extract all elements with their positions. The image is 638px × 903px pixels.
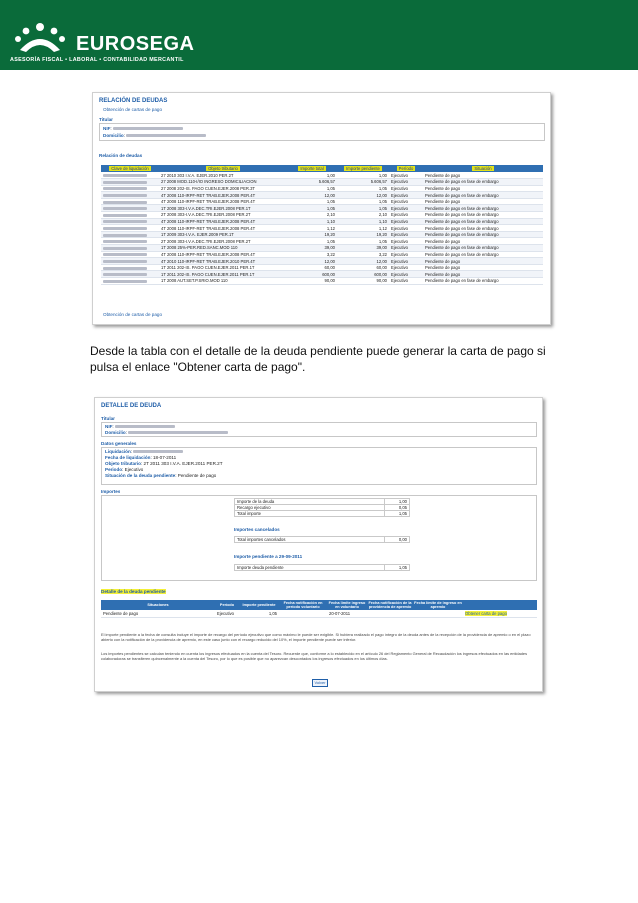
page-title: RELACIÓN DE DEUDAS xyxy=(99,98,168,104)
deuda-cell: Pendiente de pago xyxy=(423,271,543,278)
deuda-cell: 4T 2008 110-IRPF-RET TRAB.EJER.2008 PER.4T xyxy=(159,198,287,205)
deuda-cell: Pendiente de pago xyxy=(423,264,543,271)
clave-liquidacion-cell[interactable] xyxy=(101,192,159,199)
detalle-row xyxy=(101,610,537,617)
deuda-cell: 12,00 xyxy=(287,258,337,265)
detalle-column-header xyxy=(463,600,537,610)
objeto-value: 2T 2011 303 I.V.A. EJER.2011 PER.2T xyxy=(143,461,223,466)
domicilio-label-2: Domicilio xyxy=(105,430,126,435)
clave-redacted xyxy=(103,253,147,256)
deuda-cell: 600,00 xyxy=(287,271,337,278)
deuda-cell: 12,00 xyxy=(287,192,337,199)
deudas-column-header[interactable] xyxy=(337,165,389,172)
detalle-column-header: Fecha notificación en período voluntario xyxy=(279,600,327,610)
deuda-row xyxy=(101,238,543,245)
clave-redacted xyxy=(103,260,147,263)
deuda-cell: Ejecutivo xyxy=(389,278,423,285)
clave-redacted xyxy=(103,214,147,217)
clave-redacted xyxy=(103,201,147,204)
note-paragraph-2: Los importes pendientes se calculan teniendo en cuenta los ingresos efectuados en la cuenta del Tesoro. Recuerde que, conforme a lo establecido en el artículo 26 del Reglamento General de Recaudación los ingresos efectuados en las entidades colaboradoras se transfieren quincenalmente a la cuenta del Tesoro, por lo que es posible que no aparezcan descontados los ingresos efectuados en los últimos días. xyxy=(101,651,528,661)
instruction-paragraph: Desde la tabla con el detalle de la deuda pendiente puede generar la carta de pago si pulsa el enlace "Obtener carta de pago". xyxy=(90,344,546,374)
deuda-cell: 60,00 xyxy=(287,264,337,271)
clave-liquidacion-cell[interactable] xyxy=(101,278,159,285)
importes-box xyxy=(101,495,537,581)
deuda-cell: 1T 2011 202-IS. PAGO CUEN.EJER.2011 PER.1T xyxy=(159,264,287,271)
deuda-cell: 4T 2008 110-IRPF-RET TRAB.EJER.2008 PER.4T xyxy=(159,218,287,225)
deuda-cell: 1,00 xyxy=(287,172,337,179)
deuda-cell: 4T 2008 110-IRPF-RET TRAB.EJER.2008 PER.4T xyxy=(159,192,287,199)
titular-box: NIF: Domicilio: xyxy=(99,123,545,141)
clave-liquidacion-cell[interactable] xyxy=(101,185,159,192)
obtencion-cartas-link-top[interactable]: Obtención de cartas de pago xyxy=(103,107,162,112)
deuda-cell: 90,00 xyxy=(287,278,337,285)
domicilio-redacted xyxy=(126,134,206,137)
deuda-row xyxy=(101,179,543,186)
deuda-row xyxy=(101,231,543,238)
deuda-cell: Pendiente de pago en fase de embargo xyxy=(423,212,543,219)
deuda-cell: 12,00 xyxy=(337,258,389,265)
deuda-row xyxy=(101,218,543,225)
brand-name: EUROSEGA xyxy=(76,33,195,55)
deuda-row xyxy=(101,278,543,285)
clave-liquidacion-cell[interactable] xyxy=(101,231,159,238)
importes-label: Importes xyxy=(101,489,121,494)
deudas-column-header[interactable] xyxy=(159,165,287,172)
deuda-cell: Pendiente de pago en fase de embargo xyxy=(423,205,543,212)
deuda-cell: Ejecutivo xyxy=(389,212,423,219)
titular-label-2: Titular xyxy=(101,416,115,421)
importe-concept: Total importes cancelados xyxy=(235,537,385,543)
nif-label-2: NIF xyxy=(105,424,113,429)
deuda-cell: 1,05 xyxy=(287,198,337,205)
fecha-label: Fecha de liquidación xyxy=(105,455,151,460)
deuda-cell: 19,20 xyxy=(287,231,337,238)
deuda-cell: Ejecutivo xyxy=(389,271,423,278)
detalle-column-header: Fecha límite ingreso en voluntario xyxy=(328,601,366,609)
deuda-cell: 1,05 xyxy=(337,185,389,192)
deuda-cell: Ejecutivo xyxy=(389,185,423,192)
obtener-carta-cell xyxy=(463,610,537,617)
deuda-cell: 27 2010 303 I.V.A. EJER.2010 PER.2T xyxy=(159,172,287,179)
clave-liquidacion-cell[interactable] xyxy=(101,264,159,271)
deudas-table xyxy=(101,165,543,285)
importe-row xyxy=(235,565,410,571)
deuda-cell: Ejecutivo xyxy=(389,198,423,205)
deudas-column-header[interactable] xyxy=(287,165,337,172)
deuda-cell: Pendiente de pago en fase de embargo xyxy=(423,278,543,285)
clave-redacted xyxy=(103,174,147,177)
detalle-cell: Pendiente de pago xyxy=(101,610,215,617)
deuda-row xyxy=(101,205,543,212)
deuda-cell: Ejecutivo xyxy=(389,192,423,199)
deuda-cell: Pendiente de pago xyxy=(423,238,543,245)
deuda-cell: 2T 2008 303-I.V.A.DEC.TRI.EJER.2008 PER.2T xyxy=(159,238,287,245)
situacion-label: Situación de la deuda pendiente xyxy=(105,473,176,478)
titular-label: Titular xyxy=(99,117,113,122)
deuda-cell: 1,12 xyxy=(337,225,389,232)
nif-redacted xyxy=(113,127,183,130)
clave-liquidacion-cell[interactable] xyxy=(101,198,159,205)
eurosega-logo-icon xyxy=(14,20,66,56)
deuda-cell: 39,00 xyxy=(287,245,337,252)
deuda-cell: Pendiente de pago en fase de embargo xyxy=(423,192,543,199)
importe-concept: Importe deuda pendiente xyxy=(235,565,385,571)
deuda-cell: 1T 2011 202-IS. PAGO CUEN.EJER.2011 PER.1T xyxy=(159,271,287,278)
deudas-column-header[interactable] xyxy=(389,165,423,172)
detalle-title: DETALLE DE DEUDA xyxy=(101,403,162,409)
deuda-cell: 5.606,57 xyxy=(287,179,337,186)
column-header-label: Situación xyxy=(474,166,492,171)
deuda-cell: Pendiente de pago en fase de embargo xyxy=(423,179,543,186)
deuda-cell: Pendiente de pago en fase de embargo xyxy=(423,218,543,225)
deuda-cell: Ejecutivo xyxy=(389,231,423,238)
deuda-cell: 19,20 xyxy=(337,231,389,238)
detalle-column-header: Situaciones xyxy=(101,600,215,610)
deuda-cell: Ejecutivo xyxy=(389,225,423,232)
deuda-row xyxy=(101,264,543,271)
importe-value: 0,05 xyxy=(385,505,410,511)
clave-liquidacion-cell[interactable] xyxy=(101,271,159,278)
relacion-section-label: Relación de deudas xyxy=(99,153,143,158)
cancelados-title: Importes cancelados xyxy=(234,527,280,532)
domicilio-label: Domicilio xyxy=(103,133,124,138)
periodo-value: Ejecutivo xyxy=(124,467,144,472)
deuda-cell: 27 2008 202-IS. PAGO CUEN.EJER.2008 PER.3T xyxy=(159,185,287,192)
deuda-cell: Ejecutivo xyxy=(389,264,423,271)
deuda-cell: 12,00 xyxy=(337,192,389,199)
column-header-label: Importe pendiente xyxy=(346,166,380,171)
deuda-cell: 4T 2010 110-IRPF-RET TRAB.EJER.2010 PER.4T xyxy=(159,258,287,265)
clave-liquidacion-cell[interactable] xyxy=(101,172,159,179)
deuda-cell: 3,22 xyxy=(337,251,389,258)
clave-redacted xyxy=(103,220,147,223)
deuda-row xyxy=(101,172,543,179)
deuda-row xyxy=(101,271,543,278)
deuda-cell: 1,05 xyxy=(287,185,337,192)
pendiente-title: Importe pendiente a 29-09-2011 xyxy=(234,554,303,559)
importe-value: 1,05 xyxy=(385,565,410,571)
clave-redacted xyxy=(103,227,147,230)
obtencion-cartas-link-bottom[interactable]: Obtención de cartas de pago xyxy=(103,312,162,317)
note-paragraph-1: El importe pendiente a la fecha de consulta incluye el importe de recargo del período ejecutivo que como máximo le puede ser exigible. Si hubiera realizado el pago íntegro de la deuda antes de la recepción de la providencia de apremio o en el plazo abierto con la notificación de la providencia de apremio, en este caso junto con el recargo reducido del 10%, el importe pendiente puede ser inferior. xyxy=(101,632,531,642)
deudas-header-row xyxy=(101,165,543,172)
importe-row xyxy=(235,537,410,543)
clave-liquidacion-cell[interactable] xyxy=(101,218,159,225)
detalle-cell: 1,05 xyxy=(239,610,279,617)
deuda-cell: 5.606,57 xyxy=(337,179,389,186)
clave-liquidacion-cell[interactable] xyxy=(101,179,159,186)
deuda-cell: 4T 2008 110-IRPF-RET TRAB.EJER.2008 PER.4T xyxy=(159,251,287,258)
detalle-cell: 20-07-2011 xyxy=(327,610,367,617)
deuda-cell: Pendiente de pago xyxy=(423,172,543,179)
importe-value: 1,05 xyxy=(385,511,410,517)
detalle-title-highlight: Detalle de la deuda pendiente xyxy=(101,589,166,594)
relacion-deudas-screenshot xyxy=(92,92,551,325)
datos-generales-box: Liquidación: Fecha de liquidación: 18-07-2011 Objeto tributario: 2T 2011 303 I.V.A. EJER.2011 PER.2T Periodo: Ejecutivo Situación de la deuda pendiente: Pendiente de pago xyxy=(101,447,537,485)
detalle-cell xyxy=(279,610,327,617)
deuda-cell: Pendiente de pago xyxy=(423,185,543,192)
domicilio-redacted-2 xyxy=(128,431,228,434)
brand-tagline: ASESORÍA FISCAL • LABORAL • CONTABILIDAD MERCANTIL xyxy=(10,57,184,63)
deuda-cell: 1T 2009 303-I.V.A. EJER.2009 PER.1T xyxy=(159,231,287,238)
deuda-cell: 39,00 xyxy=(337,245,389,252)
deuda-cell: 90,00 xyxy=(337,278,389,285)
clave-liquidacion-cell[interactable] xyxy=(101,225,159,232)
detalle-deuda-screenshot xyxy=(94,397,543,692)
deuda-cell: Pendiente de pago xyxy=(423,258,543,265)
detalle-table xyxy=(101,600,537,618)
deuda-cell: 4T 2008 110-IRPF-RET TRAB.EJER.2008 PER.4T xyxy=(159,225,287,232)
detalle-cell xyxy=(413,610,463,617)
detalle-column-header: Fecha notificación de la providencia de apremio xyxy=(368,601,412,609)
deuda-row xyxy=(101,258,543,265)
datos-generales-label: Datos generales xyxy=(101,441,137,446)
deuda-row xyxy=(101,192,543,199)
column-header-label: Objeto tributario xyxy=(208,166,238,171)
detalle-column-header: Fecha límite de ingreso en apremio xyxy=(414,601,462,609)
liquidacion-label: Liquidación xyxy=(105,449,131,454)
deuda-cell: 2,10 xyxy=(287,212,337,219)
fecha-value: 18-07-2011 xyxy=(153,455,177,460)
deuda-cell: Ejecutivo xyxy=(389,245,423,252)
clave-redacted xyxy=(103,267,147,270)
clave-redacted xyxy=(103,273,147,276)
clave-liquidacion-cell[interactable] xyxy=(101,205,159,212)
clave-redacted xyxy=(103,194,147,197)
deuda-cell: 1,05 xyxy=(287,238,337,245)
deuda-cell: Pendiente de pago en fase de embargo xyxy=(423,245,543,252)
detalle-header-row xyxy=(101,600,537,610)
importes-table xyxy=(234,498,410,517)
deuda-cell: 600,00 xyxy=(337,271,389,278)
deuda-cell: 1,05 xyxy=(337,198,389,205)
pendiente-table xyxy=(234,564,410,571)
deuda-cell: Ejecutivo xyxy=(389,205,423,212)
nif-redacted-2 xyxy=(115,425,175,428)
deuda-cell: 1,12 xyxy=(287,225,337,232)
deuda-row xyxy=(101,245,543,252)
detalle-column-header: Período xyxy=(215,600,239,610)
deuda-cell: 1,05 xyxy=(287,205,337,212)
clave-redacted xyxy=(103,240,147,243)
deuda-cell: 1,10 xyxy=(287,218,337,225)
importe-concept: Recargo ejecutivo xyxy=(235,505,385,511)
clave-redacted xyxy=(103,234,147,237)
detalle-cell: Ejecutivo xyxy=(215,610,239,617)
volver-button[interactable]: Volver xyxy=(312,679,328,687)
nif-label: NIF xyxy=(103,126,111,131)
importe-concept: Importe de la deuda xyxy=(235,499,385,505)
deuda-cell: Pendiente de pago en fase de embargo xyxy=(423,225,543,232)
clave-liquidacion-cell[interactable] xyxy=(101,238,159,245)
clave-redacted xyxy=(103,247,147,250)
liquidacion-redacted xyxy=(133,450,183,453)
situacion-value: Pendiente de pago xyxy=(177,473,217,478)
deuda-row xyxy=(101,225,543,232)
deuda-cell: Pendiente de pago en fase de embargo xyxy=(423,231,543,238)
deuda-cell: 3,22 xyxy=(287,251,337,258)
detalle-cell xyxy=(367,610,413,617)
deuda-cell: Ejecutivo xyxy=(389,251,423,258)
column-header-label: Clave de liquidación xyxy=(111,166,149,171)
deuda-cell: Ejecutivo xyxy=(389,179,423,186)
deuda-cell: 1T 2008 AUT.SET.P.SRIO.MOD 110 xyxy=(159,278,287,285)
clave-liquidacion-cell[interactable] xyxy=(101,245,159,252)
importe-row xyxy=(235,511,410,517)
cancelados-table xyxy=(234,536,410,543)
clave-liquidacion-cell[interactable] xyxy=(101,212,159,219)
deuda-cell: 2,10 xyxy=(337,212,389,219)
deuda-cell: 1,05 xyxy=(337,238,389,245)
deuda-row xyxy=(101,251,543,258)
deuda-cell: Pendiente de pago en fase de embargo xyxy=(423,251,543,258)
deuda-cell: Ejecutivo xyxy=(389,258,423,265)
deudas-column-header[interactable] xyxy=(101,165,159,172)
obtener-carta-link[interactable]: Obtener carta de pago xyxy=(465,610,507,616)
objeto-label: Objeto tributario xyxy=(105,461,141,466)
deuda-cell: 1T 2008 303-I.V.A.DEC.TRI.EJER.2008 PER.1T xyxy=(159,205,287,212)
clave-redacted xyxy=(103,280,147,283)
deuda-row xyxy=(101,198,543,205)
deuda-cell: Ejecutivo xyxy=(389,218,423,225)
column-header-label: Importe total xyxy=(300,166,324,171)
importe-value: 1,00 xyxy=(385,499,410,505)
deuda-cell: 1,10 xyxy=(337,218,389,225)
deuda-cell: 1T 2008 25%-PER.RED.SANC.MOD 110 xyxy=(159,245,287,252)
periodo-label: Periodo xyxy=(105,467,123,472)
deuda-cell: Ejecutivo xyxy=(389,172,423,179)
column-header-label: Período xyxy=(398,166,414,171)
importe-value: 0,00 xyxy=(385,537,410,543)
header-band xyxy=(0,0,638,70)
deuda-cell: 2T 2008 303-I.V.A.DEC.TRI.EJER.2008 PER.2T xyxy=(159,212,287,219)
deuda-cell: Pendiente de pago xyxy=(423,198,543,205)
clave-redacted xyxy=(103,181,147,184)
deuda-row xyxy=(101,212,543,219)
clave-redacted xyxy=(103,207,147,210)
clave-redacted xyxy=(103,187,147,190)
deuda-cell: 1,00 xyxy=(337,172,389,179)
clave-liquidacion-cell[interactable] xyxy=(101,258,159,265)
clave-liquidacion-cell[interactable] xyxy=(101,251,159,258)
titular-box-2: NIF: Domicilio: xyxy=(101,422,537,437)
importe-concept: Total importe xyxy=(235,511,385,517)
deuda-cell: Ejecutivo xyxy=(389,238,423,245)
deuda-cell: 1,05 xyxy=(337,205,389,212)
deuda-cell: 60,00 xyxy=(337,264,389,271)
deuda-cell: 27 2008 MOD.110-I/IO INGRESO DOMICILIACION xyxy=(159,179,287,186)
detalle-deuda-pendiente-label xyxy=(101,589,166,595)
deuda-row xyxy=(101,185,543,192)
detalle-column-header: Importe pendiente xyxy=(239,600,279,610)
deudas-column-header[interactable] xyxy=(423,165,543,172)
